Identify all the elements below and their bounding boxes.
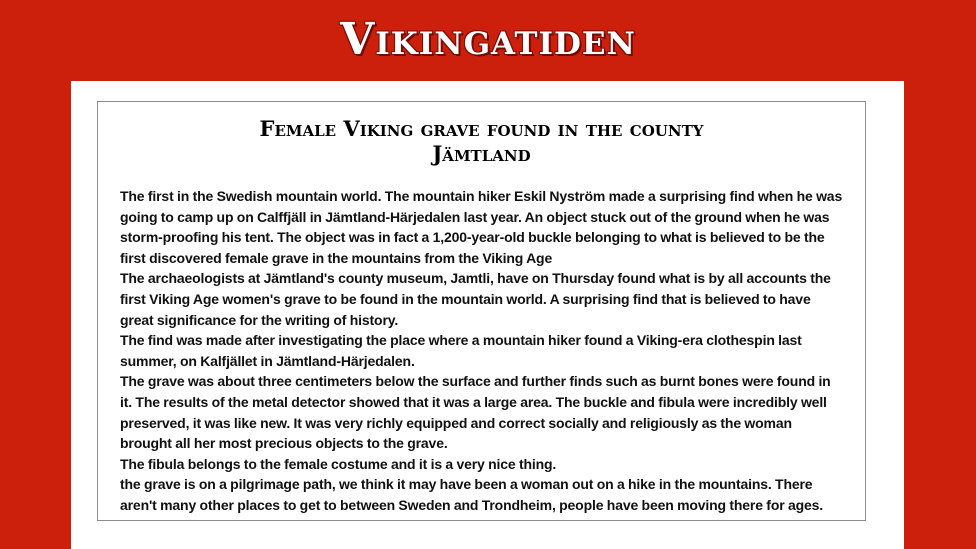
headline-line-1: Female Viking grave found in the county [259,116,704,141]
content-page [71,81,904,549]
site-title: Vikingatiden [340,14,636,65]
headline-line-2: Jämtland [432,141,531,166]
paragraph: The first in the Swedish mountain world. The mountain hiker Eskil Nyström made a surprising find when he was going to camp up on Calffjäll in Jämtland-Härjedalen last year. An object stuck out of the ground when he was storm-proofing his tent. The object was in fact a 1,200-year-old buckle belonging to what is believed to be the first discovered female grave in the mountains from the Viking Age [120,188,843,266]
paragraph: the grave is on a pilgrimage path, we think it may have been a woman out on a hike in the mountains. There aren't many other places to get to between Sweden and Trondheim, people have been moving there for ages. [120,476,824,513]
article-body [120,186,845,516]
article-box [97,101,866,521]
paragraph: The archaeologists at Jämtland's county museum, Jamtli, have on Thursday found what is by all accounts the first Viking Age women's grave to be found in the mountain world. A surprising find that is believed to have great significance for the writing of history. [120,270,831,328]
paragraph: The grave was about three centimeters below the surface and further finds such as burnt bones were found in it. The results of the metal detector showed that it was a large area. The buckle and fibula were incredibly well preserved, it was like new. It was very richly equipped and correct socially and religiously as the woman brought all her most precious objects to the grave. [120,373,831,452]
paragraph: The fibula belongs to the female costume and it is a very nice thing. [120,455,557,472]
paragraph: The find was made after investigating the place where a mountain hiker found a Viking-era clothespin last summer, on Kalfjället in Jämtland-Härjedalen. [120,332,802,369]
article-headline [138,116,825,166]
